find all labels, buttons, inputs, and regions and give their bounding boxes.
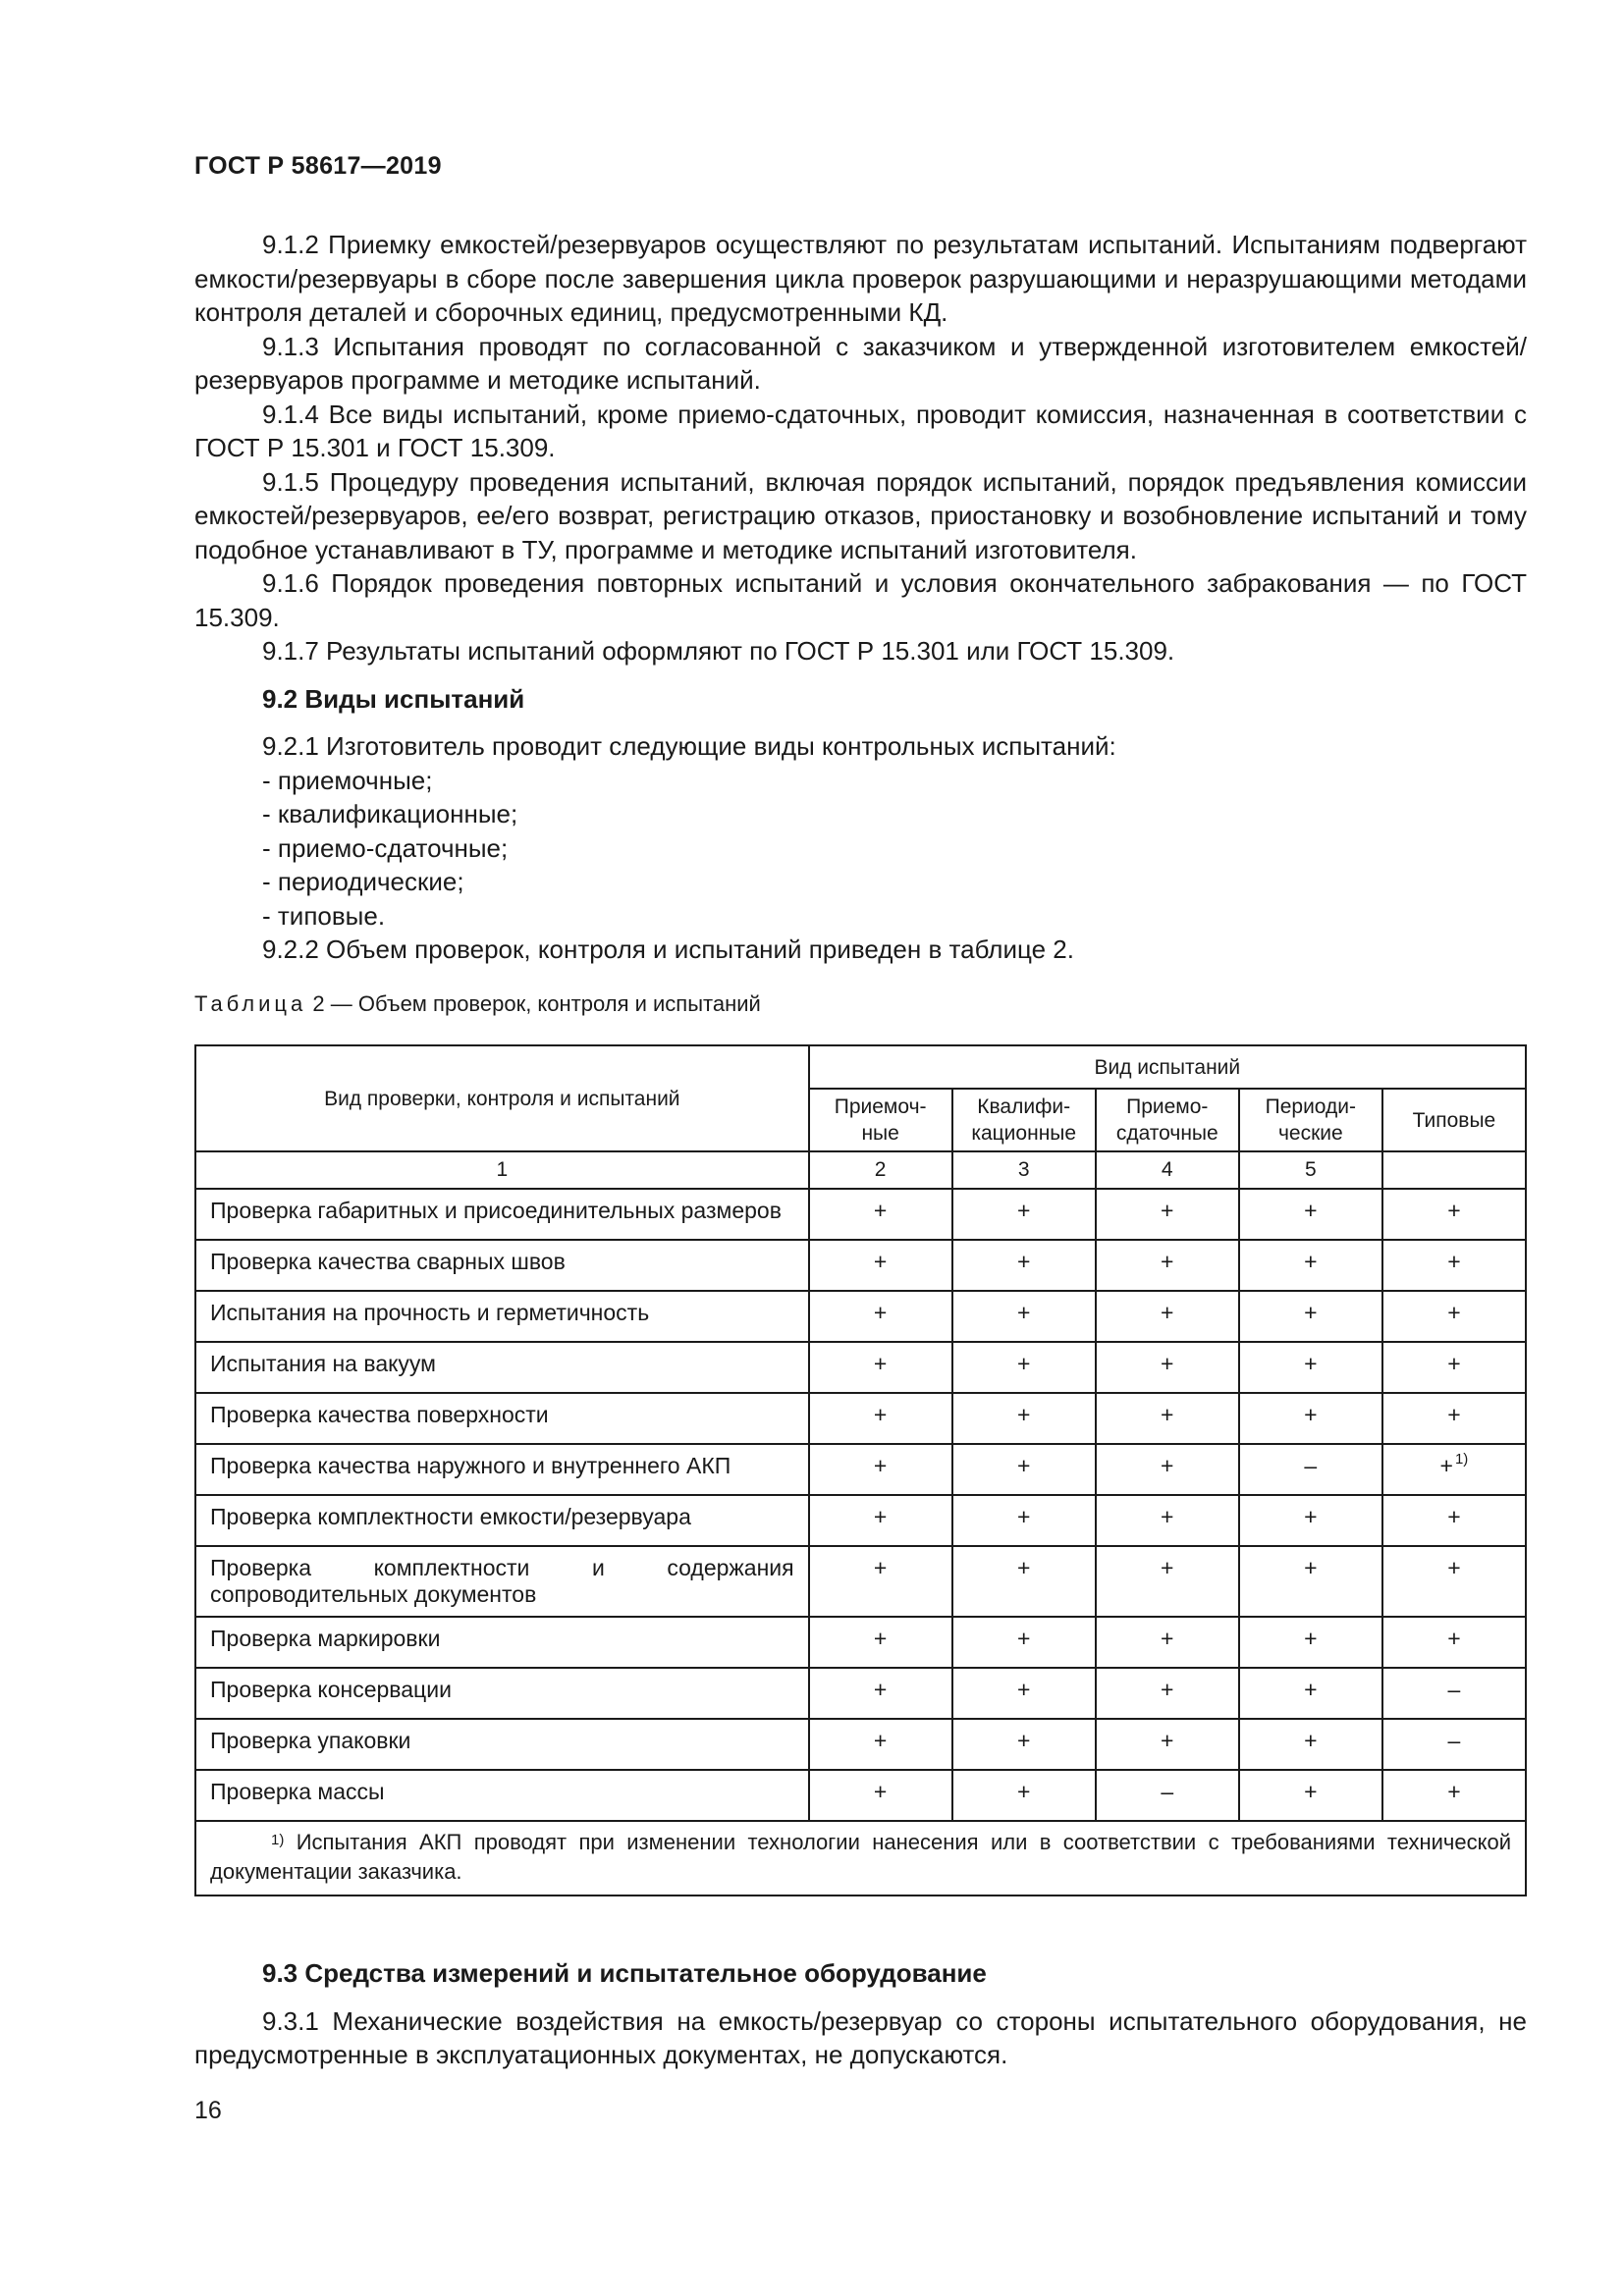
mark-value: +: [873, 1198, 888, 1223]
table-cell-mark: [1096, 1668, 1239, 1719]
mark-value: +: [1016, 1677, 1031, 1702]
table-cell-mark: [809, 1240, 952, 1291]
list-item: - типовые.: [262, 900, 386, 931]
table-cell-mark: [952, 1240, 1096, 1291]
table-cell-check-name: Проверка упаковки: [195, 1719, 809, 1770]
table-header-check-type: Вид проверки, контроля и испытаний: [195, 1045, 809, 1151]
page-number: 16: [194, 2097, 222, 2124]
mark-value: +: [1161, 1555, 1174, 1580]
table-cell-mark: [952, 1495, 1096, 1546]
table-cell-mark: [1382, 1393, 1526, 1444]
mark-value: –: [1304, 1453, 1318, 1478]
paragraph-9-1-7: 9.1.7 Результаты испытаний оформляют по ГОСТ Р 15.301 или ГОСТ 15.309.: [262, 636, 1175, 666]
body-text: [194, 228, 1527, 967]
mark-value: +: [1161, 1198, 1174, 1223]
mark-value: +: [1161, 1351, 1174, 1376]
table-cell-mark: [1239, 1770, 1382, 1821]
mark-value: +: [873, 1626, 888, 1651]
mark-value: +: [1016, 1453, 1031, 1478]
table-row: [195, 1668, 1526, 1719]
section-heading-9-2: 9.2 Виды испытаний: [262, 683, 525, 714]
table-cell-check-name: Испытания на прочность и герметичность: [195, 1291, 809, 1342]
mark-value: +: [1161, 1504, 1174, 1529]
mark-value: +: [1304, 1402, 1318, 1427]
table-cell-mark: [1096, 1240, 1239, 1291]
table-cell-mark: [809, 1668, 952, 1719]
mark-value: +: [1016, 1249, 1031, 1274]
table-cell-mark: [1382, 1189, 1526, 1240]
table-cell-check-name: Проверка массы: [195, 1770, 809, 1821]
table-column-number: 3: [952, 1151, 1096, 1189]
mark-value: +: [873, 1351, 888, 1376]
mark-value: +: [1304, 1728, 1318, 1753]
mark-value: +: [1447, 1779, 1461, 1804]
table-cell-mark: [1096, 1495, 1239, 1546]
table-cell-mark: [952, 1444, 1096, 1495]
mark-value: +: [1447, 1402, 1461, 1427]
mark-value: +: [1016, 1728, 1031, 1753]
table-cell-mark: [1096, 1342, 1239, 1393]
table-cell-mark: [809, 1546, 952, 1617]
table-cell-mark: [1096, 1393, 1239, 1444]
mark-value: +: [1016, 1779, 1031, 1804]
list-item: - квалификационные;: [262, 799, 518, 828]
table-cell-check-name: Проверка комплектности емкости/резервуара: [195, 1495, 809, 1546]
mark-value: +: [873, 1504, 888, 1529]
paragraph-9-2-2: 9.2.2 Объем проверок, контроля и испытаний приведен в таблице 2.: [262, 934, 1074, 964]
tests-table: [194, 1044, 1527, 1896]
mark-value: +: [1447, 1198, 1461, 1223]
table-cell-mark: [1239, 1444, 1382, 1495]
table-column-header: Приемоч- ные: [809, 1089, 952, 1151]
mark-value: +: [1447, 1249, 1461, 1274]
table-cell-check-name: Проверка габаритных и присоединительных размеров: [195, 1189, 809, 1240]
paragraph-9-2-1: 9.2.1 Изготовитель проводит следующие виды контрольных испытаний:: [262, 731, 1116, 761]
section-heading-9-3: 9.3 Средства измерений и испытательное оборудование: [262, 1958, 987, 1988]
mark-value: +: [1439, 1453, 1453, 1478]
table-cell-check-name: Испытания на вакуум: [195, 1342, 809, 1393]
mark-value: +: [873, 1300, 888, 1325]
table-cell-mark: [952, 1189, 1096, 1240]
paragraph-9-3-1: 9.3.1 Механические воздействия на емкость/резервуар со стороны испытательного оборудования, не предусмотренные в эксплуатационных документах, не допускаются.: [194, 2005, 1527, 2069]
table-cell-mark: [1239, 1291, 1382, 1342]
table-cell-check-name: Проверка качества сварных швов: [195, 1240, 809, 1291]
table-cell-mark: [1239, 1617, 1382, 1668]
table-column-number: 4: [1096, 1151, 1239, 1189]
mark-value: +: [1161, 1402, 1174, 1427]
table-cell-mark: [1382, 1719, 1526, 1770]
table-row: [195, 1495, 1526, 1546]
table-cell-mark: [1096, 1291, 1239, 1342]
table-cell-mark: [1096, 1770, 1239, 1821]
mark-value: +: [1304, 1351, 1318, 1376]
mark-value: +: [1016, 1198, 1031, 1223]
mark-value: +: [1161, 1677, 1174, 1702]
table-cell-mark: [1382, 1342, 1526, 1393]
table-cell-mark: [1096, 1546, 1239, 1617]
mark-value: +: [1016, 1504, 1031, 1529]
table-cell-mark: [1239, 1495, 1382, 1546]
table-cell-mark: [952, 1719, 1096, 1770]
footnote-text: Испытания АКП проводят при изменении технологии нанесения или в соответствии с требованиями технической документации заказчика.: [210, 1830, 1511, 1884]
table-cell-mark: [1096, 1719, 1239, 1770]
mark-value: +: [1161, 1453, 1174, 1478]
mark-value: –: [1447, 1728, 1461, 1753]
footnote-marker: 1): [1454, 1451, 1469, 1468]
table-cell-mark: [1239, 1668, 1382, 1719]
table-cell-mark: [952, 1291, 1096, 1342]
table-cell-mark: [1239, 1393, 1382, 1444]
mark-value: +: [1161, 1626, 1174, 1651]
paragraph-9-1-5: 9.1.5 Процедуру проведения испытаний, включая порядок испытаний, порядок предъявления комиссии емкостей/резервуаров, ее/его возврат, регистрацию отказов, приостановку и возобновление испытаний и тому подобное устанавливают в ТУ, программе и методике испытаний изготовителя.: [194, 466, 1527, 564]
table-cell-mark: [1239, 1546, 1382, 1617]
table-cell-mark: [809, 1189, 952, 1240]
mark-value: +: [1016, 1555, 1031, 1580]
table-cell-mark: [1239, 1342, 1382, 1393]
document-header: ГОСТ Р 58617—2019: [194, 152, 442, 180]
table-cell-mark: [952, 1668, 1096, 1719]
mark-value: +: [1304, 1300, 1318, 1325]
mark-value: +: [1016, 1351, 1031, 1376]
mark-value: +: [1016, 1626, 1031, 1651]
table-cell-mark: [809, 1719, 952, 1770]
table-column-number: 2: [809, 1151, 952, 1189]
paragraph-9-1-6: 9.1.6 Порядок проведения повторных испытаний и условия окончательного забракования — по ГОСТ 15.309.: [194, 568, 1527, 632]
mark-value: –: [1447, 1677, 1461, 1702]
mark-value: +: [873, 1779, 888, 1804]
table-cell-mark: [1382, 1291, 1526, 1342]
table-cell-mark: [952, 1342, 1096, 1393]
table-row: [195, 1189, 1526, 1240]
paragraph-9-1-3: 9.1.3 Испытания проводят по согласованной с заказчиком и утвержденной изготовителем емкостей/резервуаров программе и методике испытаний.: [194, 331, 1527, 395]
paragraph-9-1-2: 9.1.2 Приемку емкостей/резервуаров осуществляют по результатам испытаний. Испытаниям подвергают емкости/резервуары в сборе после завершения цикла проверок разрушающими и неразрушающими методами контроля деталей и сборочных единиц, предусмотренными КД.: [194, 230, 1527, 327]
mark-value: +: [1447, 1626, 1461, 1651]
table-cell-mark: [1096, 1444, 1239, 1495]
table-column-header: Приемо- сдаточные: [1096, 1089, 1239, 1151]
table-cell-mark: [809, 1617, 952, 1668]
table-caption-text: 2 — Объем проверок, контроля и испытаний: [306, 991, 761, 1016]
mark-value: +: [1447, 1351, 1461, 1376]
table-cell-mark: [1382, 1444, 1526, 1495]
table-cell-mark: [1239, 1719, 1382, 1770]
table-cell-check-name: Проверка консервации: [195, 1668, 809, 1719]
table-column-header: Типовые: [1382, 1089, 1526, 1151]
table-cell-check-name: Проверка качества наружного и внутреннего АКП: [195, 1444, 809, 1495]
table-cell-mark: [809, 1342, 952, 1393]
table-cell-mark: [1382, 1240, 1526, 1291]
table-cell-mark: [1382, 1546, 1526, 1617]
table-cell-mark: [809, 1495, 952, 1546]
table-cell-mark: [809, 1291, 952, 1342]
paragraph-9-1-4: 9.1.4 Все виды испытаний, кроме приемо-сдаточных, проводит комиссия, назначенная в соответствии с ГОСТ Р 15.301 и ГОСТ 15.309.: [194, 399, 1527, 462]
mark-value: +: [1447, 1300, 1461, 1325]
mark-value: +: [1304, 1677, 1318, 1702]
mark-value: +: [1447, 1504, 1461, 1529]
table-row: [195, 1342, 1526, 1393]
table-cell-mark: [952, 1617, 1096, 1668]
table-caption-word: Таблица: [194, 991, 307, 1016]
table-cell-mark: [1382, 1668, 1526, 1719]
table-column-header: Периоди- ческие: [1239, 1089, 1382, 1151]
table-footnote: [195, 1821, 1526, 1896]
mark-value: +: [873, 1555, 888, 1580]
list-item: - периодические;: [262, 867, 464, 896]
table-cell-mark: [1096, 1617, 1239, 1668]
mark-value: +: [1016, 1300, 1031, 1325]
mark-value: +: [873, 1728, 888, 1753]
mark-value: +: [1304, 1626, 1318, 1651]
mark-value: +: [873, 1249, 888, 1274]
table-cell-mark: [809, 1393, 952, 1444]
table-cell-mark: [1382, 1495, 1526, 1546]
table-row: [195, 1546, 1526, 1617]
table-column-number: 1: [195, 1151, 809, 1189]
table-column-number: 5: [1239, 1151, 1382, 1189]
table-cell-mark: [952, 1546, 1096, 1617]
mark-value: +: [1304, 1504, 1318, 1529]
list-item: - приемо-сдаточные;: [262, 832, 509, 863]
table-row: [195, 1240, 1526, 1291]
table-cell-mark: [1382, 1617, 1526, 1668]
mark-value: +: [873, 1453, 888, 1478]
mark-value: +: [1161, 1249, 1174, 1274]
table-row: [195, 1617, 1526, 1668]
mark-value: +: [873, 1677, 888, 1702]
table-cell-mark: [952, 1393, 1096, 1444]
footnote-marker: 1): [271, 1832, 285, 1848]
mark-value: +: [1304, 1249, 1318, 1274]
mark-value: +: [1304, 1555, 1318, 1580]
section-9-3: [194, 1956, 1527, 2072]
table-cell-mark: [952, 1770, 1096, 1821]
table-row: [195, 1291, 1526, 1342]
table-cell-mark: [1239, 1189, 1382, 1240]
table-header-test-types: Вид испытаний: [809, 1045, 1526, 1089]
mark-value: +: [873, 1402, 888, 1427]
table-column-number: [1382, 1151, 1526, 1189]
list-item: - приемочные;: [262, 765, 433, 795]
table-row: [195, 1719, 1526, 1770]
table-row: [195, 1444, 1526, 1495]
mark-value: +: [1304, 1198, 1318, 1223]
mark-value: –: [1161, 1779, 1174, 1804]
table-row: [195, 1770, 1526, 1821]
table-cell-mark: [809, 1770, 952, 1821]
table-cell-check-name: Проверка маркировки: [195, 1617, 809, 1668]
table-row: [195, 1393, 1526, 1444]
table-column-header: Квалифи- кационные: [952, 1089, 1096, 1151]
table-cell-mark: [1096, 1189, 1239, 1240]
mark-value: +: [1016, 1402, 1031, 1427]
mark-value: +: [1161, 1300, 1174, 1325]
table-cell-mark: [1239, 1240, 1382, 1291]
table-cell-check-name: Проверка комплектности и содержания сопроводительных документов: [195, 1546, 809, 1617]
mark-value: +: [1304, 1779, 1318, 1804]
table-cell-mark: [809, 1444, 952, 1495]
mark-value: +: [1161, 1728, 1174, 1753]
mark-value: +: [1447, 1555, 1461, 1580]
table-cell-check-name: Проверка качества поверхности: [195, 1393, 809, 1444]
table-cell-mark: [1382, 1770, 1526, 1821]
table-caption: [194, 991, 761, 1017]
